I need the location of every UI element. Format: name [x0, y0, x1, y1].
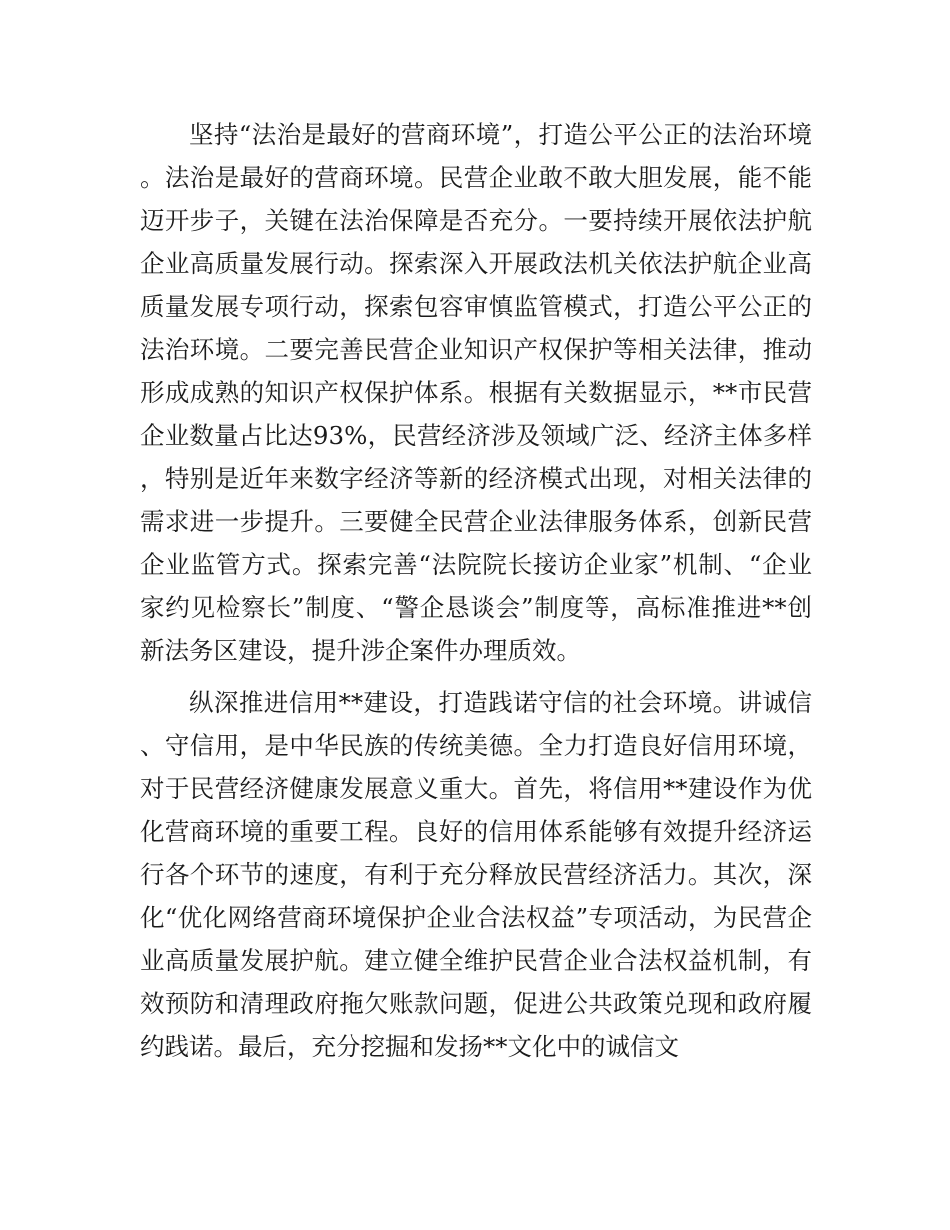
document-body [140, 113, 812, 1077]
paragraph-rule-of-law: 坚持“法治是最好的营商环境”，打造公平公正的法治环境。法治是最好的营商环境。民营企业敢不敢大胆发展，能不能迈开步子，关键在法治保障是否充分。一要持续开展依法护航企业高质量发展行动。探索深入开展政法机关依法护航企业高质量发展专项行动，探索包容审慎监管模式，打造公平公正的法治环境。二要完善民营企业知识产权保护等相关法律，推动形成成熟的知识产权保护体系。根据有关数据显示，**市民营企业数量占比达93%，民营经济涉及领域广泛、经济主体多样，特别是近年来数字经济等新的经济模式出现，对相关法律的需求进一步提升。三要健全民营企业法律服务体系，创新民营企业监管方式。探索完善“法院院长接访企业家”机制、“企业家约见检察长”制度、“警企恳谈会”制度等，高标准推进**创新法务区建设，提升涉企案件办理质效。 [140, 120, 812, 665]
paragraph-credit-construction: 纵深推进信用**建设，打造践诺守信的社会环境。讲诚信、守信用，是中华民族的传统美德。全力打造良好信用环境，对于民营经济健康发展意义重大。首先，将信用**建设作为优化营商环境的重要工程。良好的信用体系能够有效提升经济运行各个环节的速度，有利于充分释放民营经济活力。其次，深化“优化网络营商环境保护企业合法权益”专项活动，为民营企业高质量发展护航。建立健全维护民营企业合法权益机制，有效预防和清理政府拖欠账款问题，促进公共政策兑现和政府履约践诺。最后，充分挖掘和发扬**文化中的诚信文 [140, 688, 812, 1061]
